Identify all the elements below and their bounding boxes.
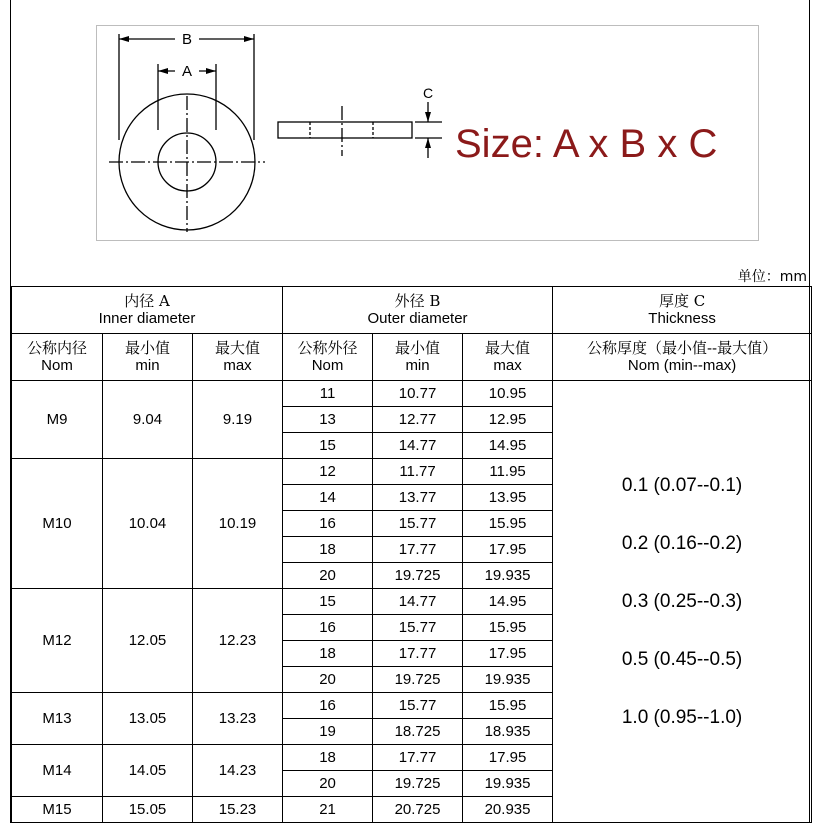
inner-nom-cell: M12 [12, 589, 103, 693]
inner-max-cell: 13.23 [193, 693, 283, 745]
inner-max-cell: 15.23 [193, 797, 283, 823]
outer-nom-cell: 15 [283, 589, 373, 615]
inner-nom-cell: M9 [12, 381, 103, 459]
inner-nom-cell: M14 [12, 745, 103, 797]
table-row [12, 381, 812, 407]
thickness-option: 0.5 (0.45--0.5) [621, 648, 743, 670]
unit-note: 单位：mm [737, 269, 807, 285]
outer-max-cell: 11.95 [463, 459, 553, 485]
outer-min-cell: 12.77 [373, 407, 463, 433]
dimension-label-b: B [181, 31, 193, 48]
outer-max-cell: 19.935 [463, 771, 553, 797]
outer-max-cell: 19.935 [463, 667, 553, 693]
outer-min-cell: 17.77 [373, 641, 463, 667]
size-formula-label: Size: A x B x C [455, 122, 718, 166]
washer-spec-table [11, 286, 812, 823]
outer-max-cell: 15.95 [463, 693, 553, 719]
outer-max-cell: 14.95 [463, 433, 553, 459]
header-thickness-nom: 公称厚度（最小值--最大值） Nom (min--max) [553, 334, 812, 381]
header-outer-max: 最大值 max [463, 334, 553, 381]
outer-nom-cell: 20 [283, 771, 373, 797]
outer-min-cell: 19.725 [373, 771, 463, 797]
inner-max-cell: 9.19 [193, 381, 283, 459]
outer-max-cell: 19.935 [463, 563, 553, 589]
outer-nom-cell: 16 [283, 693, 373, 719]
outer-max-cell: 18.935 [463, 719, 553, 745]
outer-min-cell: 18.725 [373, 719, 463, 745]
outer-max-cell: 20.935 [463, 797, 553, 823]
outer-nom-cell: 18 [283, 745, 373, 771]
outer-nom-cell: 16 [283, 615, 373, 641]
outer-nom-cell: 19 [283, 719, 373, 745]
outer-nom-cell: 20 [283, 667, 373, 693]
inner-nom-cell: M13 [12, 693, 103, 745]
outer-max-cell: 13.95 [463, 485, 553, 511]
outer-max-cell: 17.95 [463, 537, 553, 563]
header-row-groups [12, 287, 812, 334]
inner-min-cell: 9.04 [103, 381, 193, 459]
header-outer-min: 最小值 min [373, 334, 463, 381]
outer-nom-cell: 15 [283, 433, 373, 459]
outer-min-cell: 15.77 [373, 693, 463, 719]
outer-nom-cell: 20 [283, 563, 373, 589]
inner-max-cell: 12.23 [193, 589, 283, 693]
outer-min-cell: 20.725 [373, 797, 463, 823]
outer-min-cell: 10.77 [373, 381, 463, 407]
outer-min-cell: 14.77 [373, 589, 463, 615]
outer-nom-cell: 18 [283, 537, 373, 563]
outer-nom-cell: 21 [283, 797, 373, 823]
header-row-columns [12, 334, 812, 381]
inner-nom-cell: M15 [12, 797, 103, 823]
outer-max-cell: 15.95 [463, 615, 553, 641]
header-thickness: 厚度 C Thickness [553, 287, 812, 334]
inner-min-cell: 10.04 [103, 459, 193, 589]
outer-nom-cell: 13 [283, 407, 373, 433]
header-inner-min: 最小值 min [103, 334, 193, 381]
outer-nom-cell: 14 [283, 485, 373, 511]
outer-max-cell: 17.95 [463, 745, 553, 771]
spec-sheet [10, 0, 810, 823]
outer-max-cell: 10.95 [463, 381, 553, 407]
outer-min-cell: 19.725 [373, 667, 463, 693]
outer-min-cell: 15.77 [373, 511, 463, 537]
header-inner-nom: 公称内径 Nom [12, 334, 103, 381]
outer-min-cell: 19.725 [373, 563, 463, 589]
outer-min-cell: 11.77 [373, 459, 463, 485]
inner-nom-cell: M10 [12, 459, 103, 589]
inner-min-cell: 12.05 [103, 589, 193, 693]
inner-min-cell: 14.05 [103, 745, 193, 797]
dimension-label-c: C [422, 85, 434, 101]
outer-nom-cell: 18 [283, 641, 373, 667]
side-view-rect [278, 122, 412, 138]
inner-min-cell: 13.05 [103, 693, 193, 745]
thickness-option: 0.2 (0.16--0.2) [621, 532, 743, 554]
header-outer-nom: 公称外径 Nom [283, 334, 373, 381]
thickness-options-cell [553, 381, 812, 823]
outer-max-cell: 12.95 [463, 407, 553, 433]
outer-nom-cell: 16 [283, 511, 373, 537]
inner-max-cell: 10.19 [193, 459, 283, 589]
outer-nom-cell: 12 [283, 459, 373, 485]
dimension-label-a: A [181, 63, 193, 80]
outer-min-cell: 14.77 [373, 433, 463, 459]
outer-nom-cell: 11 [283, 381, 373, 407]
outer-max-cell: 15.95 [463, 511, 553, 537]
header-inner-diameter: 内径 A Inner diameter [12, 287, 283, 334]
outer-min-cell: 17.77 [373, 537, 463, 563]
outer-min-cell: 13.77 [373, 485, 463, 511]
outer-max-cell: 14.95 [463, 589, 553, 615]
outer-min-cell: 17.77 [373, 745, 463, 771]
inner-max-cell: 14.23 [193, 745, 283, 797]
outer-min-cell: 15.77 [373, 615, 463, 641]
thickness-option: 0.3 (0.25--0.3) [621, 590, 743, 612]
thickness-option: 1.0 (0.95--1.0) [621, 706, 743, 728]
header-inner-max: 最大值 max [193, 334, 283, 381]
inner-min-cell: 15.05 [103, 797, 193, 823]
header-outer-diameter: 外径 B Outer diameter [283, 287, 553, 334]
washer-dimension-drawing [96, 25, 759, 241]
outer-max-cell: 17.95 [463, 641, 553, 667]
thickness-option: 0.1 (0.07--0.1) [621, 474, 743, 496]
